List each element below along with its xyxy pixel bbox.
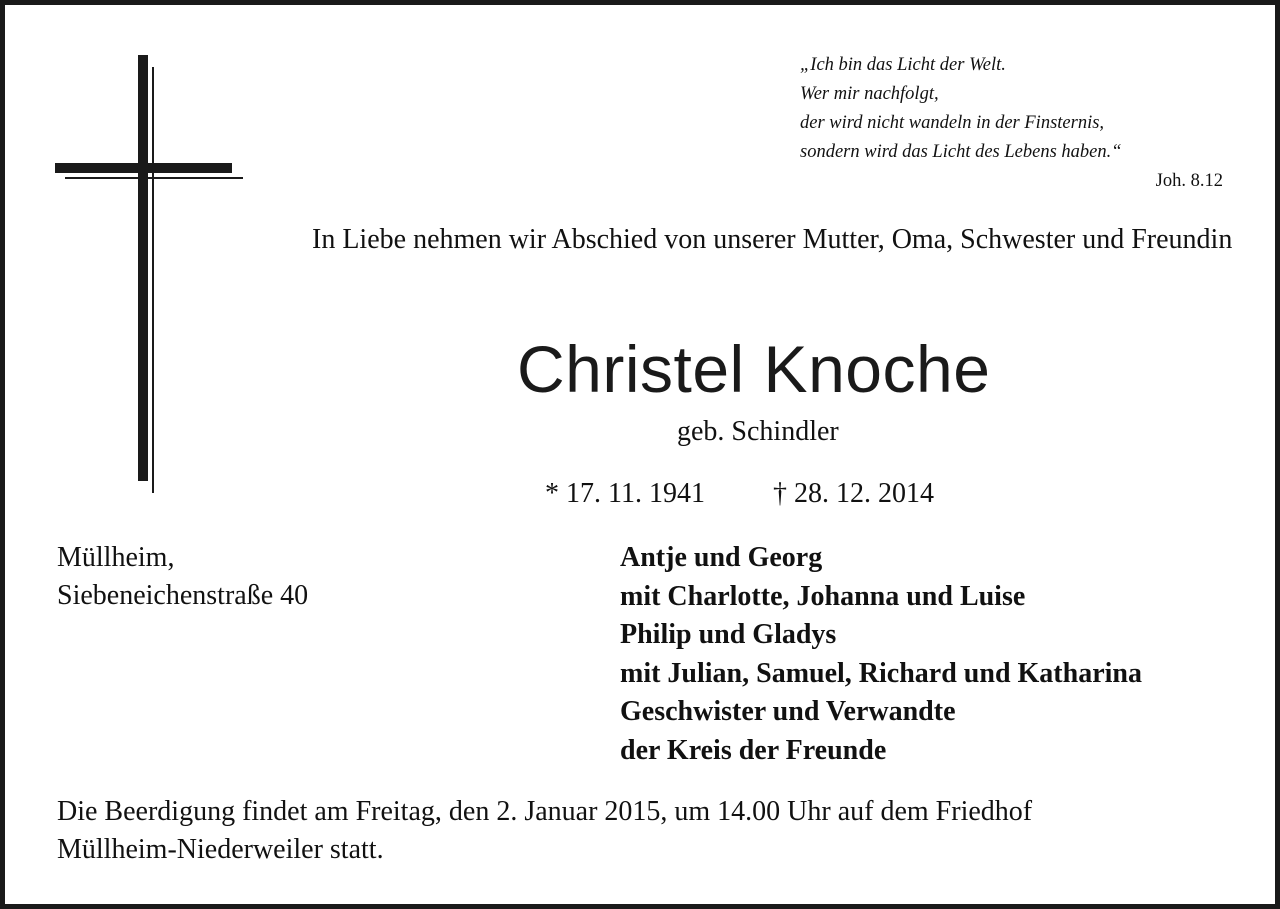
mourner-line: mit Charlotte, Johanna und Luise <box>620 580 1026 612</box>
cross-vertical-bar <box>138 55 148 481</box>
birth-date: * 17. 11. 1941 <box>545 478 705 509</box>
mourner-line: Antje und Georg <box>620 542 823 573</box>
cross-horizontal-line <box>65 177 243 179</box>
address <box>57 539 308 615</box>
maiden-name: geb. Schindler <box>677 416 839 447</box>
mourner-line: mit Julian, Samuel, Richard und Katharina <box>620 657 1142 689</box>
life-dates <box>545 475 934 513</box>
quote-line: sondern wird das Licht des Lebens haben.“ <box>800 142 1122 162</box>
mourner-line: Philip und Gladys <box>620 619 837 650</box>
address-street: Siebeneichenstraße 40 <box>57 580 309 611</box>
quote-line: Wer mir nachfolgt, <box>800 84 939 104</box>
funeral-line: Müllheim-Niederweiler statt. <box>57 834 384 865</box>
funeral-line: Die Beerdigung findet am Freitag, den 2. Januar 2015, um 14.00 Uhr auf dem Friedhof <box>57 796 1033 827</box>
cross-vertical-line <box>152 67 154 493</box>
quote-line: der wird nicht wandeln in der Finsternis, <box>800 113 1105 133</box>
cross-horizontal-bar <box>55 163 232 173</box>
deceased-name: Christel Knoche <box>517 332 991 406</box>
quote-reference: Joh. 8.12 <box>1155 171 1223 191</box>
mourners-list <box>620 539 1142 770</box>
death-date: † 28. 12. 2014 <box>772 478 934 509</box>
bible-quote <box>800 51 1240 167</box>
intro-text: In Liebe nehmen wir Abschied von unserer Mutter, Oma, Schwester und Freundin <box>312 224 1233 255</box>
address-city: Müllheim, <box>57 542 175 573</box>
quote-line: „Ich bin das Licht der Welt. <box>800 55 1006 75</box>
funeral-info <box>57 793 1237 869</box>
mourner-line: Geschwister und Verwandte <box>620 696 956 727</box>
mourner-line: der Kreis der Freunde <box>620 734 887 766</box>
